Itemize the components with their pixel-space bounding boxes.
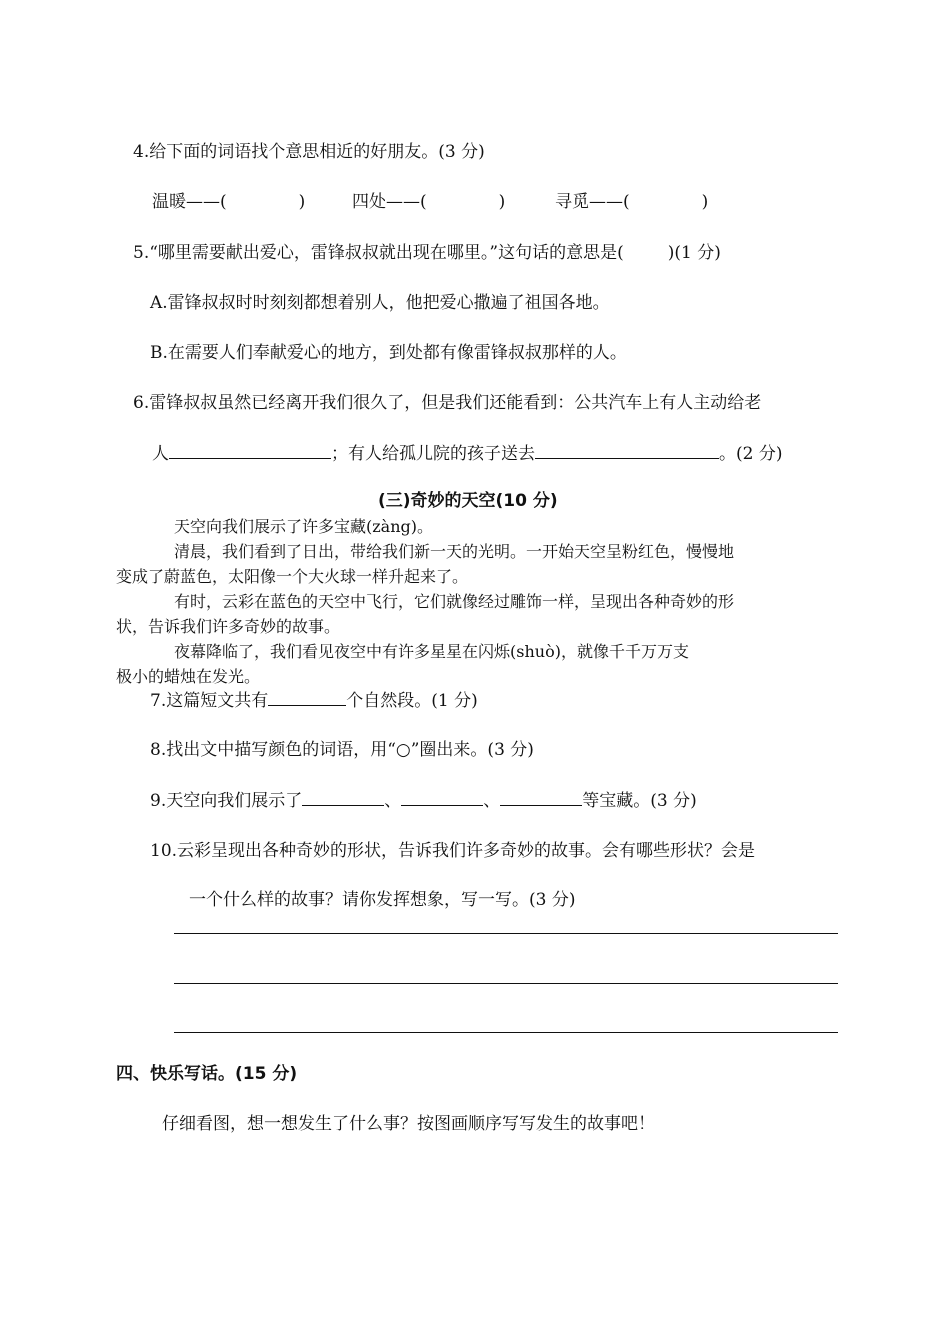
q6-blank-2[interactable] (535, 442, 719, 459)
passage-para-4-line-2: 极小的蜡烛在发光。 (116, 667, 261, 686)
q7-text-a: 7.这篇短文共有 (150, 691, 269, 711)
q7-text-b: 个自然段。(1 分) (346, 691, 478, 711)
q9-blank-3[interactable] (500, 789, 582, 806)
q4-pair-2 (352, 191, 505, 213)
q4-word-3: 寻觅——( (555, 192, 630, 212)
q4-pair-1 (152, 191, 305, 213)
q9-sep-1: 、 (384, 791, 402, 811)
q10-line-2: 一个什么样的故事？请你发挥想象，写一写。(3 分) (189, 890, 576, 910)
passage-para-2-line-2: 变成了蔚蓝色，太阳像一个大火球一样升起来了。 (116, 567, 469, 586)
q7-blank[interactable] (268, 689, 346, 706)
passage-para-3-line-2: 状，告诉我们许多奇妙的故事。 (116, 617, 341, 636)
q5-question (133, 242, 721, 264)
q9-text-a: 9.天空向我们展示了 (150, 791, 303, 811)
q6-text-a: 人 (152, 444, 169, 464)
q5-score: )(1 分) (667, 243, 721, 263)
q4-question: 4.给下面的词语找个意思相近的好朋友。(3 分) (133, 142, 485, 162)
section-4-title: 四、快乐写话。(15 分) (116, 1064, 298, 1084)
q6-text-c: 。(2 分) (719, 444, 783, 464)
q6-blank-1[interactable] (169, 442, 331, 459)
q8-question: 8.找出文中描写颜色的词语，用“○”圈出来。(3 分) (150, 740, 534, 760)
q4-word-1: 温暖——( (152, 192, 227, 212)
section-4-instruction: 仔细看图，想一想发生了什么事？按图画顺序写写发生的故事吧！ (162, 1114, 655, 1134)
q6-line-1: 6.雷锋叔叔虽然已经离开我们很久了，但是我们还能看到：公共汽车上有人主动给老 (133, 393, 762, 413)
q10-answer-line-3[interactable] (174, 1032, 838, 1033)
q9-blank-2[interactable] (401, 789, 483, 806)
q4-pair-3 (555, 191, 708, 213)
q9-blank-1[interactable] (302, 789, 384, 806)
q4-word-2: 四处——( (352, 192, 427, 212)
q4-close-1: ) (298, 192, 306, 212)
q9-text-b: 等宝藏。(3 分) (582, 791, 697, 811)
q10-line-1: 10.云彩呈现出各种奇妙的形状，告诉我们许多奇妙的故事。会有哪些形状？会是 (150, 841, 756, 861)
q9-question (150, 789, 697, 812)
passage-para-1: 天空向我们展示了许多宝藏(zàng)。 (174, 517, 434, 536)
passage-para-3-line-1: 有时，云彩在蓝色的天空中飞行，它们就像经过雕饰一样，呈现出各种奇妙的形 (174, 592, 735, 611)
q6-line-2 (152, 442, 782, 465)
passage-para-4-line-1: 夜幕降临了，我们看见夜空中有许多星星在闪烁(shuò)，就像千千万万支 (174, 642, 689, 661)
q5-option-b: B.在需要人们奉献爱心的地方，到处都有像雷锋叔叔那样的人。 (150, 343, 627, 363)
q5-option-a: A.雷锋叔叔时时刻刻都想着别人，他把爱心撒遍了祖国各地。 (150, 293, 610, 313)
q10-answer-line-2[interactable] (174, 983, 838, 984)
q4-close-3: ) (701, 192, 709, 212)
q6-text-b: ；有人给孤儿院的孩子送去 (331, 444, 535, 464)
section-3-title: (三)奇妙的天空(10 分) (378, 491, 558, 511)
q4-close-2: ) (498, 192, 506, 212)
q9-sep-2: 、 (483, 791, 501, 811)
q10-answer-line-1[interactable] (174, 933, 838, 934)
q5-question-text: 5.“哪里需要献出爱心，雷锋叔叔就出现在哪里。”这句话的意思是( (133, 243, 624, 263)
q7-question (150, 689, 478, 712)
passage-para-2-line-1: 清晨，我们看到了日出，带给我们新一天的光明。一开始天空呈粉红色，慢慢地 (174, 542, 735, 561)
